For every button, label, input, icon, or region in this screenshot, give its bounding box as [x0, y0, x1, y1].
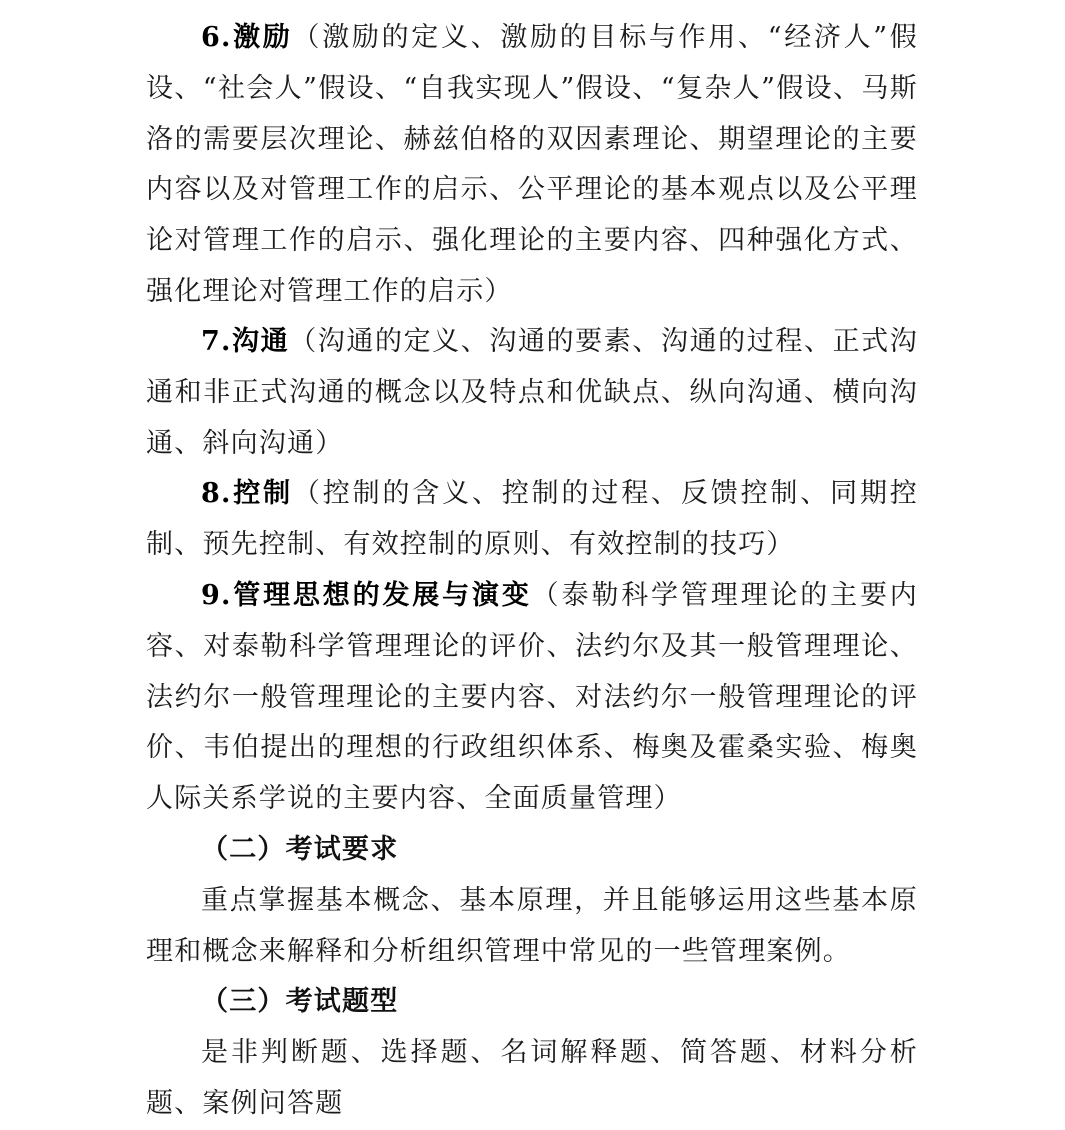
item-8-heading: 8.控制 [201, 478, 293, 509]
exam-types-title: （三）考试题型 [201, 986, 399, 1017]
item-6-heading: 6.激励 [201, 22, 293, 53]
item-7-communication [146, 317, 918, 469]
item-8-body: （控制的含义、控制的过程、反馈控制、同期控制、预先控制、有效控制的原则、有效控制的技巧） [146, 478, 918, 560]
item-9-body: （泰勒科学管理理论的主要内容、对泰勒科学管理理论的评价、法约尔及其一般管理理论、法约尔一般管理理论的主要内容、对法约尔一般管理理论的评价、韦伯提出的理想的行政组织体系、梅奥及霍桑实验、梅奥人际关系学说的主要内容、全面质量管理） [146, 580, 918, 815]
item-7-body: （沟通的定义、沟通的要素、沟通的过程、正式沟通和非正式沟通的概念以及特点和优缺点、纵向沟通、横向沟通、斜向沟通） [146, 326, 918, 459]
item-7-heading: 7.沟通 [201, 326, 290, 357]
item-6-body: （激励的定义、激励的目标与作用、“经济人”假设、“社会人”假设、“自我实现人”假设、“复杂人”假设、马斯洛的需要层次理论、赫兹伯格的双因素理论、期望理论的主要内容以及对管理工作的启示、公平理论的基本观点以及公平理论对管理工作的启示、强化理论的主要内容、四种强化方式、强化理论对管理工作的启示） [146, 22, 918, 307]
exam-requirements-text: 重点掌握基本概念、基本原理，并且能够运用这些基本原理和概念来解释和分析组织管理中常见的一些管理案例。 [146, 885, 918, 967]
item-8-control [146, 469, 918, 571]
item-6-incentive [146, 13, 918, 318]
item-9-heading: 9.管理思想的发展与演变 [201, 580, 532, 611]
item-9-management-thought [146, 571, 918, 825]
exam-requirements-title: （二）考试要求 [201, 834, 399, 865]
exam-types-text: 是非判断题、选择题、名词解释题、简答题、材料分析题、案例问答题 [146, 1037, 918, 1119]
